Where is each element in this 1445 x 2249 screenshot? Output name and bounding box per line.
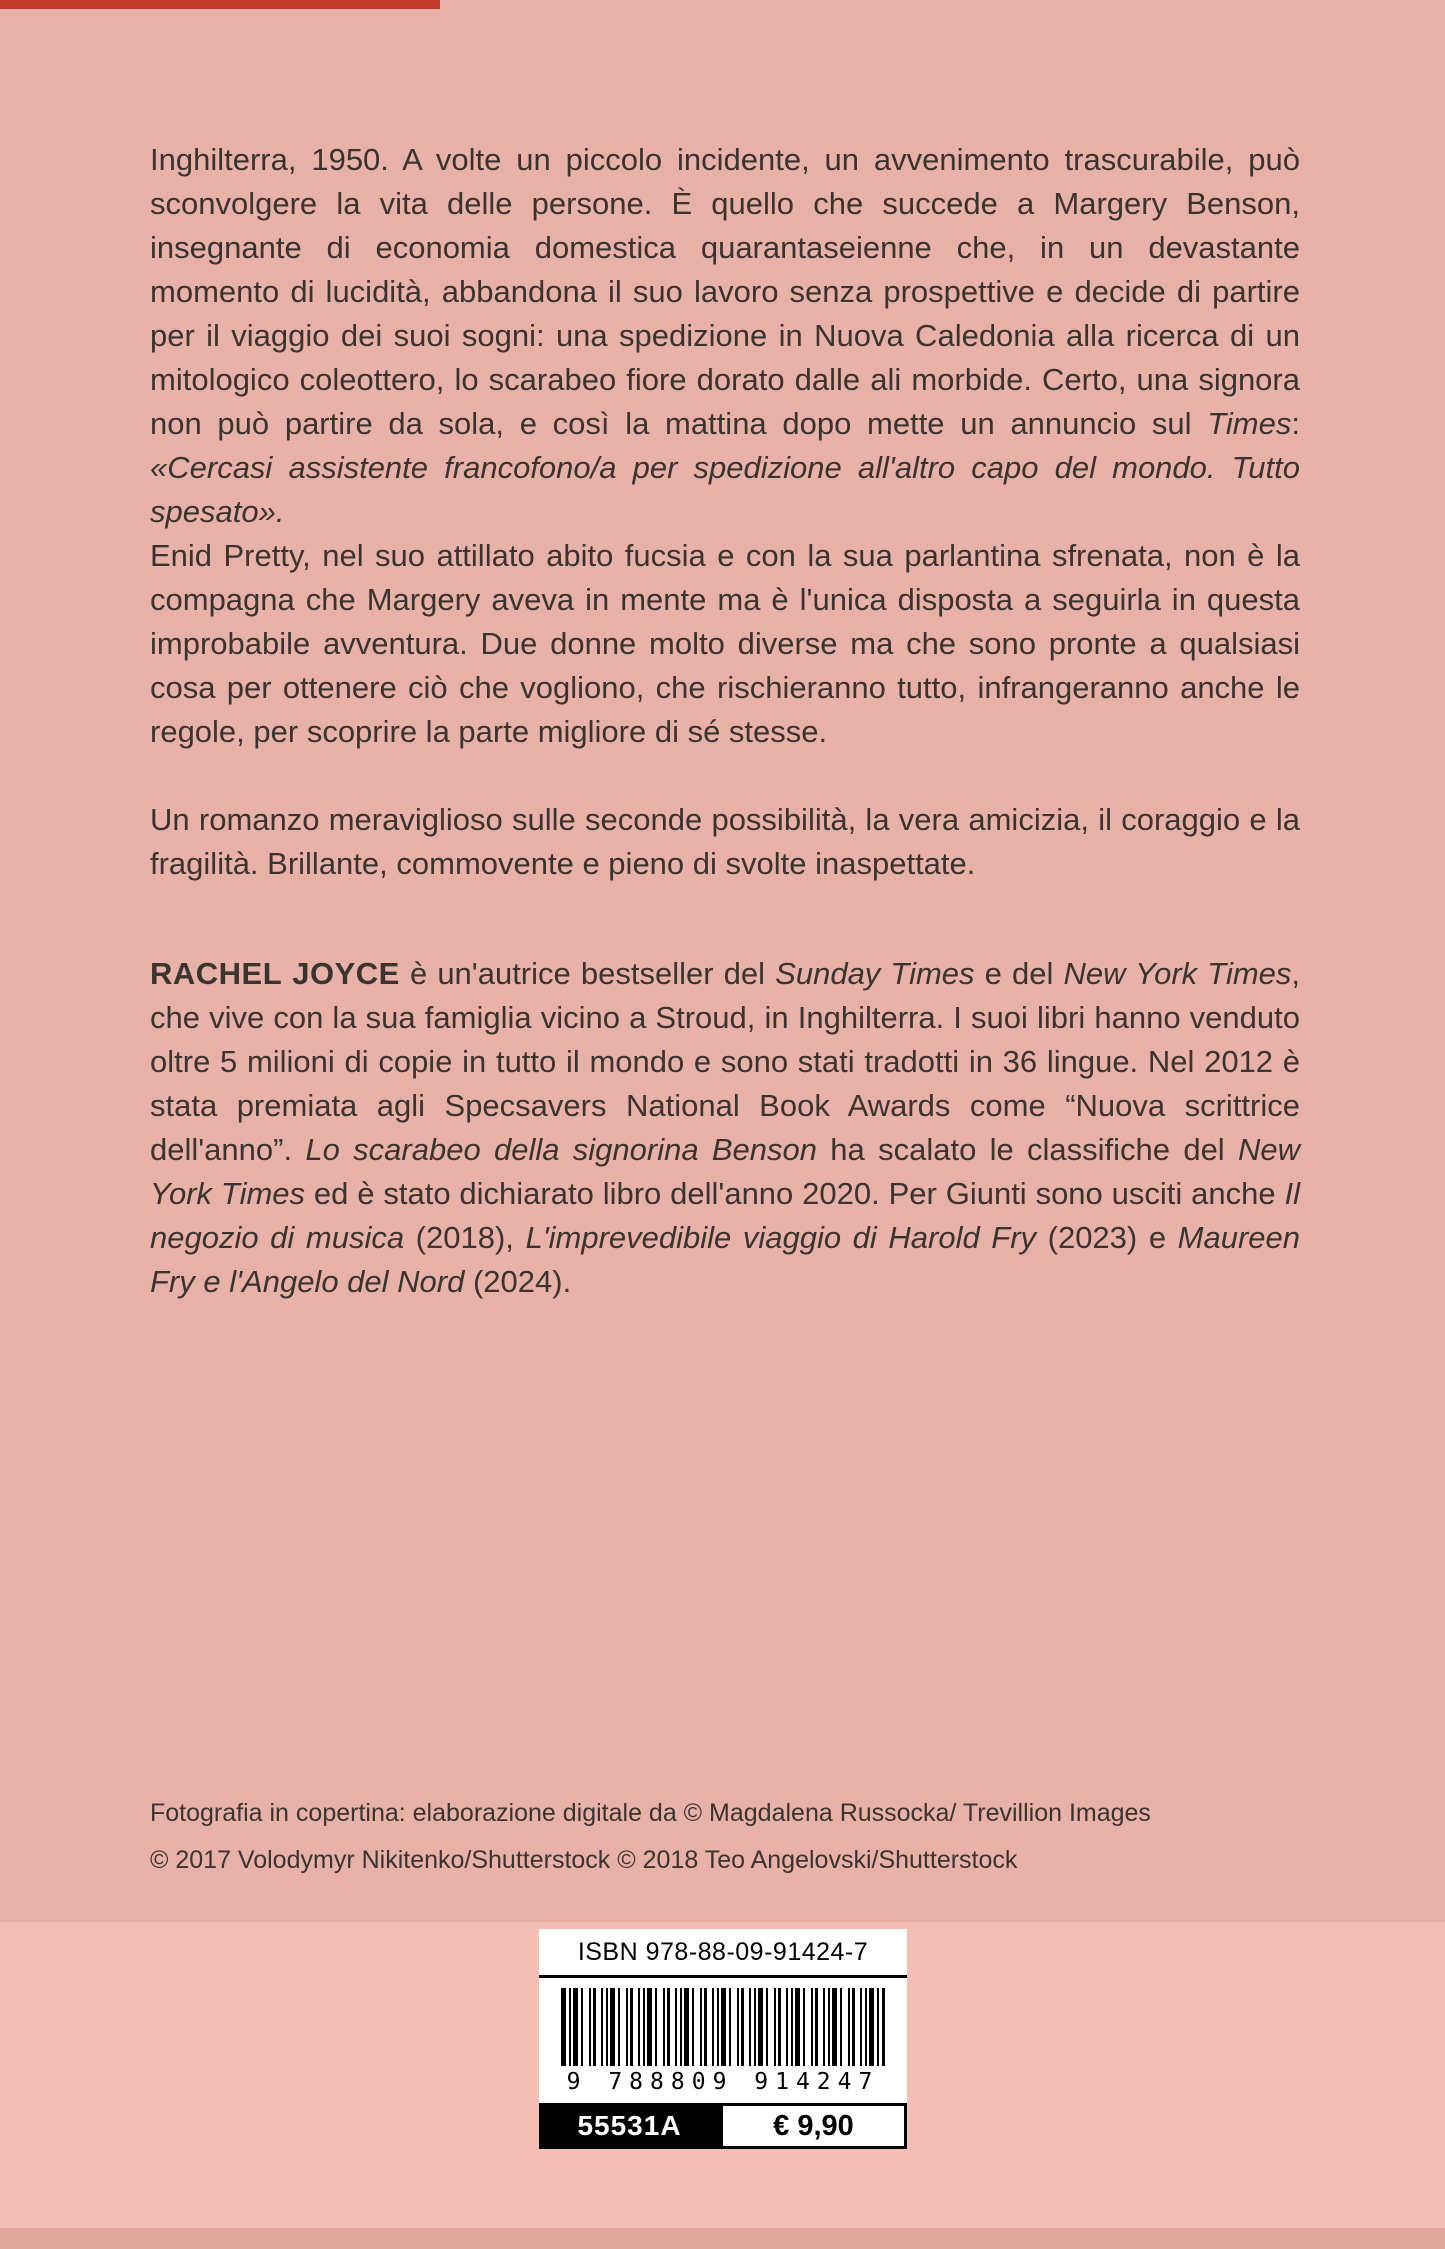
synopsis-block xyxy=(150,138,1300,1304)
author-bio xyxy=(150,952,1300,1304)
bio-text: ha scalato le classifiche del xyxy=(817,1132,1238,1167)
new-york-times-name: New York Times xyxy=(150,1132,1301,1211)
synopsis-paragraph-3: Un romanzo meraviglioso sulle seconde possibilità, la vera amicizia, il coraggio e la fragilità. Brillante, commovente e pieno di svolte inaspettate. xyxy=(150,802,1300,881)
sunday-times-name: Sunday Times xyxy=(775,956,975,991)
barcode-digits: 9 788809 914247 xyxy=(566,2069,880,2095)
author-name: RACHEL JOYCE xyxy=(150,956,400,991)
synopsis-text: Inghilterra, 1950. A volte un piccolo incidente, un avvenimento trascurabile, può sconvolgere la vita delle persone. È quello che succede a Margery Benson, insegnante di economia domestica quarantaseienne che, in un devastante momento di lucidità, abbandona il suo lavoro senza prospettive e decide di partire per il viaggio dei suoi sogni: una spedizione in Nuova Caledonia alla ricerca di un mitologico coleottero, lo scarabeo fiore dorato dalle ali morbide. Certo, una signora non può partire da sola, e così la mattina dopo mette un annuncio sul xyxy=(150,142,1300,441)
barcode-bars-wrap xyxy=(539,1978,907,2066)
bio-text: , che vive con la sua famiglia vicino a Stroud, in Inghilterra. I suoi libri hanno venduto oltre 5 milioni di copie in tutto il mondo e sono stati tradotti in 36 lingue. Nel 2012 è stata premiata agli Specsavers National Book Awards come “Nuova scrittrice dell'anno”. xyxy=(150,956,1301,1167)
photo-credit-line-1: Fotografia in copertina: elaborazione digitale da © Magdalena Russocka/ Trevillion Images xyxy=(150,1799,1151,1827)
edition-code: 55531A xyxy=(539,2103,720,2149)
bio-text: ed è stato dichiarato libro dell'anno 2020. Per Giunti sono usciti anche xyxy=(305,1176,1285,1211)
book-title-maureen: Maureen Fry e l'Angelo del Nord xyxy=(150,1220,1300,1299)
book-title-benson: Lo scarabeo della signorina Benson xyxy=(305,1132,818,1167)
bio-text: e del xyxy=(974,956,1064,991)
bio-text: è un'autrice bestseller del xyxy=(399,956,776,991)
photo-credit-line-2: © 2017 Volodymyr Nikitenko/Shutterstock © 2018 Teo Angelovski/Shutterstock xyxy=(150,1846,1018,1874)
barcode-block xyxy=(539,1929,907,2149)
synopsis-paragraph-1 xyxy=(150,138,1300,534)
bio-text: (2018), xyxy=(404,1220,526,1255)
times-journal-name: Times xyxy=(1207,406,1292,441)
synopsis-colon: : xyxy=(1291,406,1300,441)
price-label: € 9,90 xyxy=(720,2103,907,2149)
photo-credits xyxy=(150,1790,1330,1884)
price-row xyxy=(539,2103,907,2149)
cover-top-edge xyxy=(0,0,440,9)
book-title-music: Il negozio di musica xyxy=(150,1176,1300,1255)
bio-text: (2024). xyxy=(464,1264,572,1299)
book-title-harold: L'imprevedibile viaggio di Harold Fry xyxy=(525,1220,1037,1255)
new-york-times-name: New York Times xyxy=(1063,956,1292,991)
ean-barcode xyxy=(561,1988,885,2066)
synopsis-paragraph-2: Enid Pretty, nel suo attillato abito fucsia e con la sua parlantina sfrenata, non è la compagna che Margery aveva in mente ma è l'unica disposta a seguirla in questa improbabile avventura. Due donne molto diverse ma che sono pronte a qualsiasi cosa per ottenere ciò che vogliono, che rischieranno tutto, infrangeranno anche le regole, per scoprire la parte migliore di sé stesse. xyxy=(150,538,1300,749)
isbn-label: ISBN 978-88-09-91424-7 xyxy=(539,1929,907,1978)
job-ad-quote: «Cercasi assistente francofono/a per spedizione all'altro capo del mondo. Tutto spesato». xyxy=(150,450,1300,529)
cover-bottom-edge xyxy=(0,2228,1445,2249)
bio-text: (2023) e xyxy=(1036,1220,1178,1255)
